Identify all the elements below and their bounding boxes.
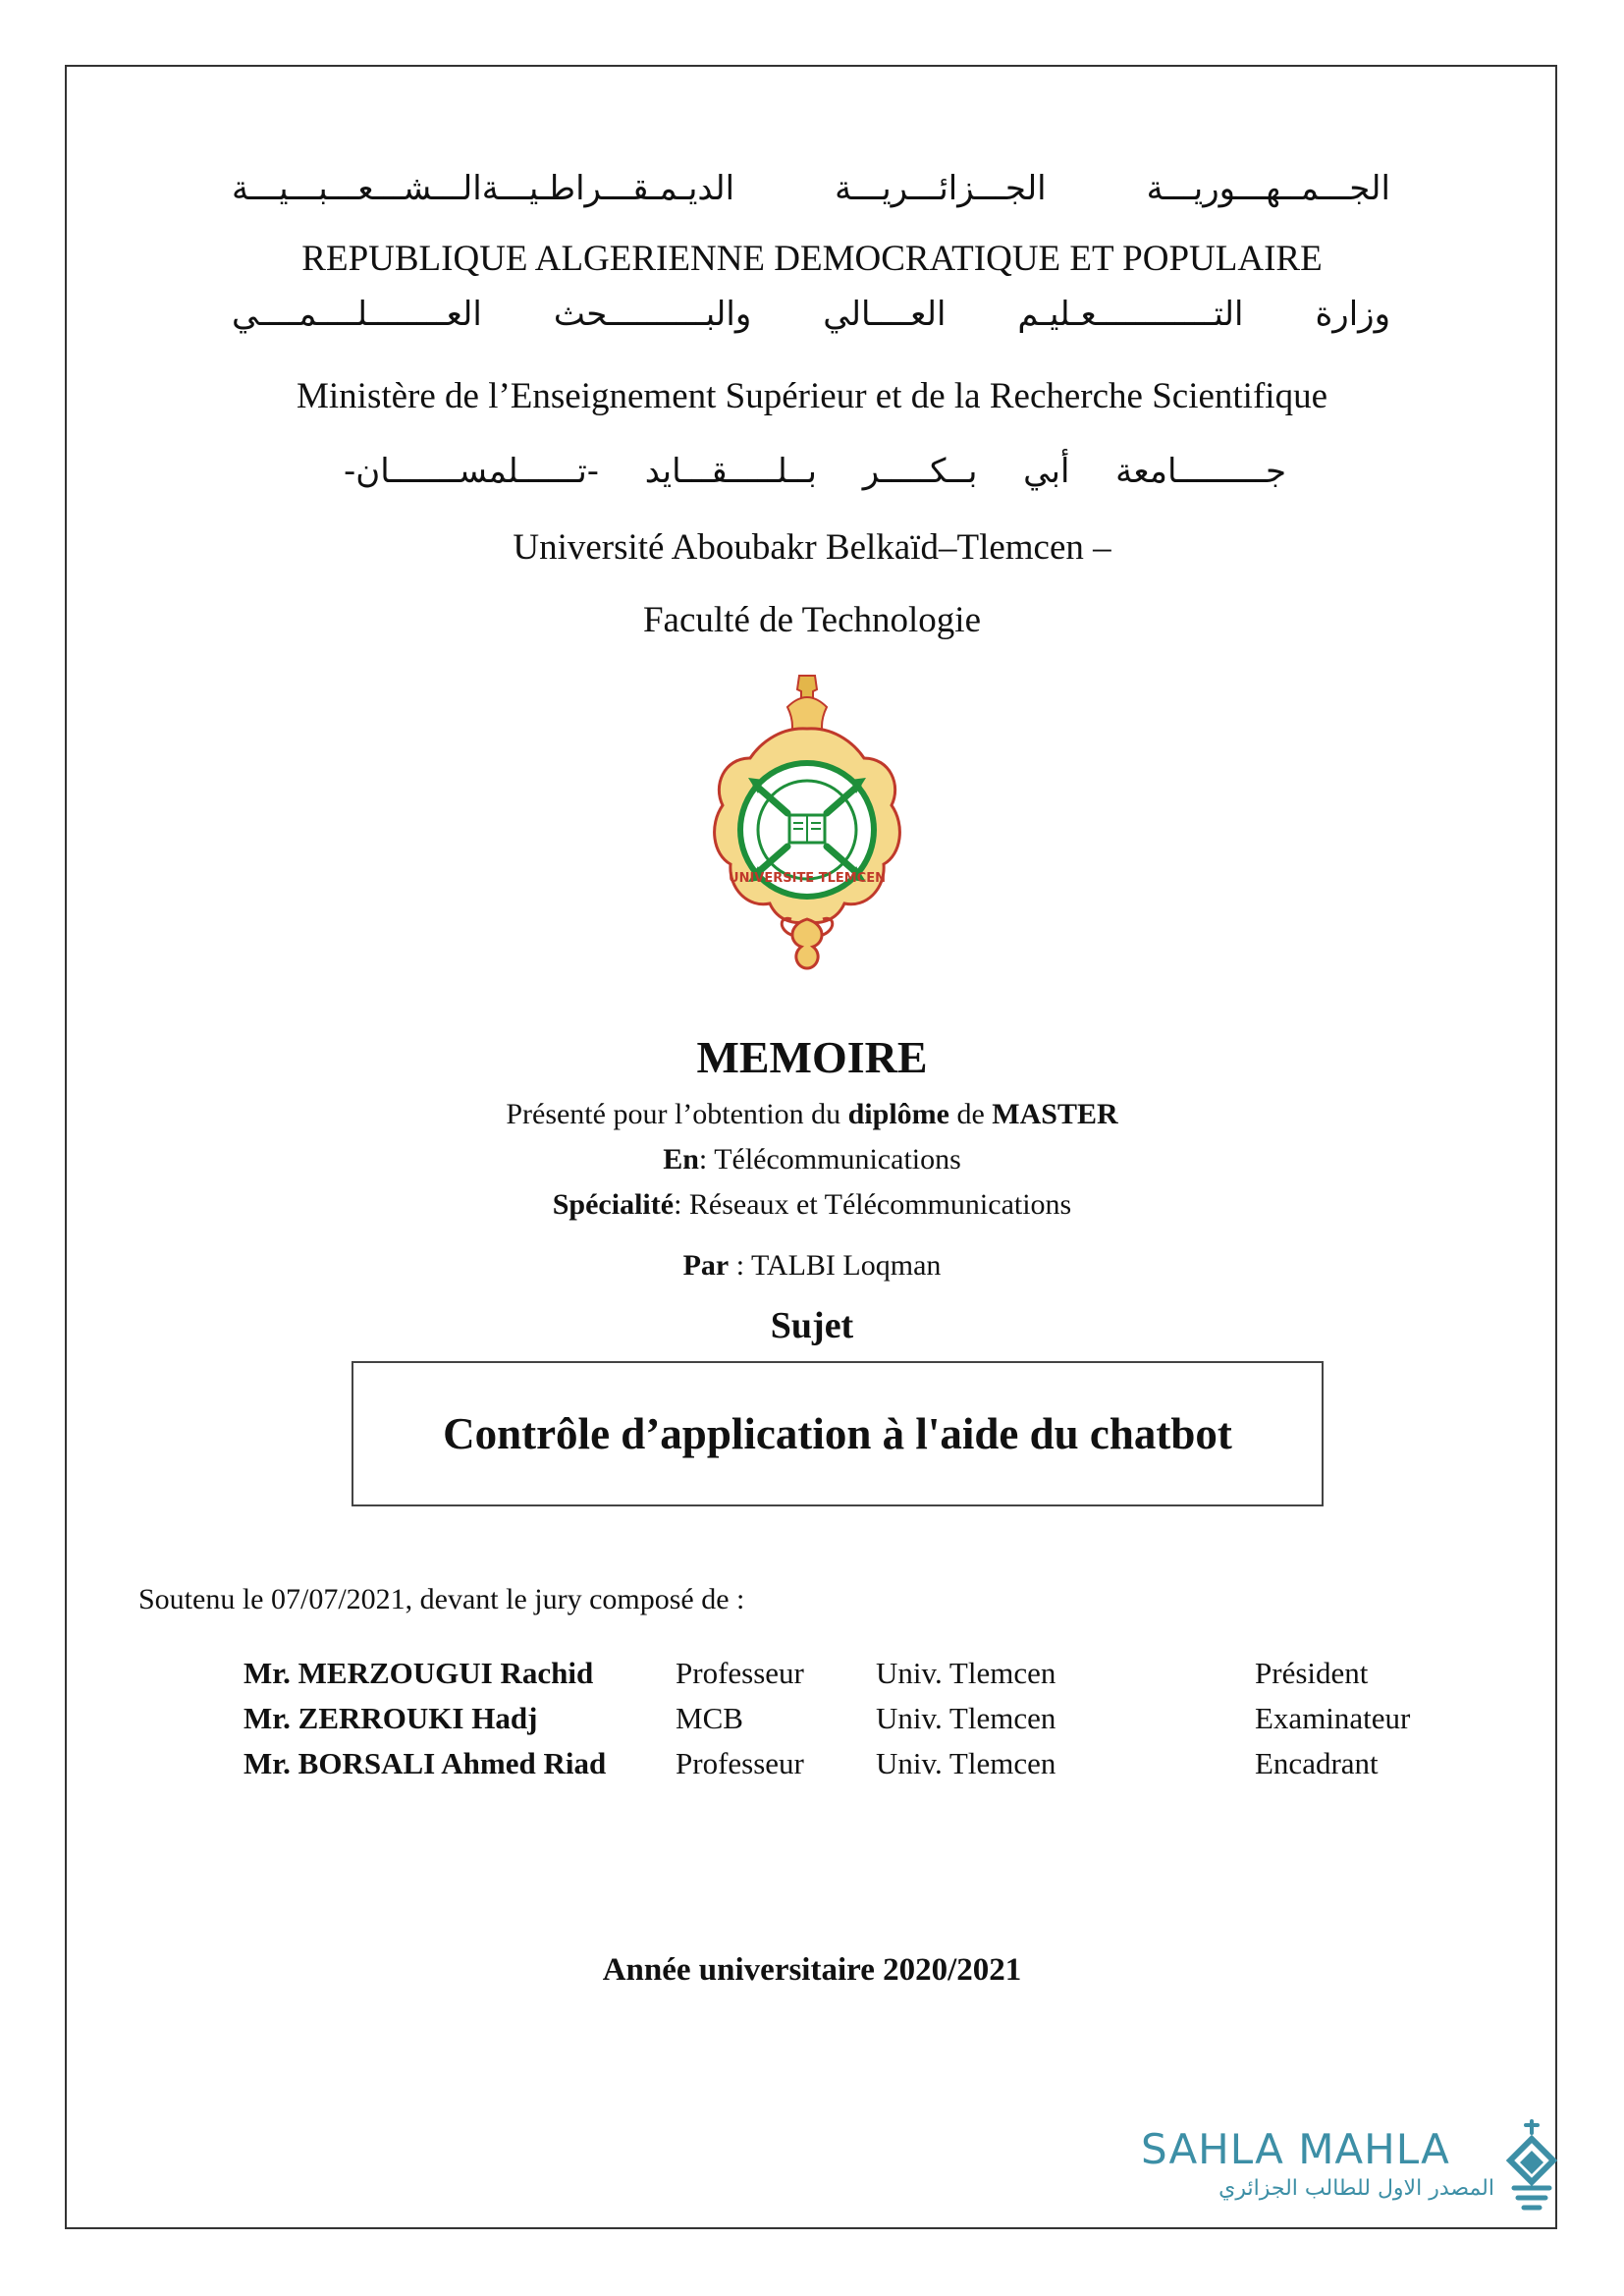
- jury-name: Mr. BORSALI Ahmed Riad: [244, 1746, 607, 1780]
- field-label: En: [663, 1143, 699, 1175]
- jury-role: Encadrant: [1255, 1746, 1379, 1780]
- jury-university: Univ. Tlemcen: [876, 1746, 1056, 1780]
- field-value: : Télécommunications: [698, 1143, 961, 1175]
- jury-university: Univ. Tlemcen: [876, 1656, 1056, 1690]
- specialty-label: Spécialité: [552, 1188, 675, 1221]
- watermark-tagline: المصدر الاول للطالب الجزائري: [1218, 2176, 1494, 2201]
- jury-name: Mr. ZERROUKI Hadj: [244, 1701, 538, 1735]
- defense-intro: Soutenu le 07/07/2021, devant le jury composé de :: [138, 1583, 745, 1615]
- university-logo-icon: [709, 668, 905, 972]
- ministry-heading: Ministère de l’Enseignement Supérieur et de la Recherche Scientifique: [296, 376, 1327, 416]
- republic-heading: REPUBLIQUE ALGERIENNE DEMOCRATIQUE ET POPULAIRE: [301, 239, 1323, 279]
- presented-line: [0, 1098, 1624, 1131]
- master-label: MASTER: [992, 1098, 1118, 1130]
- author-line: [0, 1249, 1624, 1283]
- sahla-mahla-logo-icon: [1504, 2115, 1559, 2214]
- presented-prefix: Présenté pour l’obtention du: [506, 1098, 848, 1130]
- university-heading: Université Aboubakr Belkaïd–Tlemcen –: [513, 527, 1111, 568]
- academic-year: Année universitaire 2020/2021: [602, 1952, 1022, 1988]
- logo-text: UNIVERSITE TLEMCEN: [729, 871, 886, 886]
- subject-title: Contrôle d’application à l'aide du chatbot: [443, 1409, 1232, 1458]
- jury-grade: Professeur: [676, 1746, 804, 1780]
- jury-grade: Professeur: [676, 1656, 804, 1690]
- author-value: : TALBI Loqman: [729, 1249, 942, 1282]
- author-label: Par: [682, 1249, 730, 1282]
- document-title: MEMOIRE: [696, 1032, 928, 1082]
- faculty-heading: Faculté de Technologie: [642, 600, 981, 640]
- watermark-brand: SAHLA MAHLA: [1141, 2125, 1450, 2173]
- subject-label: Sujet: [770, 1305, 854, 1346]
- field-line: [0, 1143, 1624, 1176]
- jury-name: Mr. MERZOUGUI Rachid: [244, 1656, 594, 1690]
- specialty-line: [0, 1188, 1624, 1222]
- arabic-university-heading: جـــــــــامعة أبي بــكـــــر بــلـــــقـــايد -تــــــلمســـــــان-: [344, 452, 1286, 491]
- diploma-label: diplôme: [847, 1098, 949, 1130]
- sahla-mahla-watermark: [1141, 2125, 1563, 2214]
- jury-role: Examinateur: [1255, 1701, 1411, 1735]
- arabic-ministry-heading: وزارة التــــــــــــعـليـم العــــالي والبــــــــــحث العــــــــلــــمــــي: [232, 295, 1390, 334]
- specialty-value: : Réseaux et Télécommunications: [674, 1188, 1072, 1221]
- subject-box: [352, 1361, 1324, 1506]
- jury-university: Univ. Tlemcen: [876, 1701, 1056, 1735]
- jury-grade: MCB: [676, 1701, 743, 1735]
- presented-mid: de: [948, 1098, 993, 1130]
- arabic-republic-heading: الجـــمــهـــوريـــة الجـــزائـــريـــة الديـمـقـــراطـيـــةالـــشـــعـــبـــيـــة: [232, 169, 1390, 208]
- jury-role: Président: [1255, 1656, 1369, 1690]
